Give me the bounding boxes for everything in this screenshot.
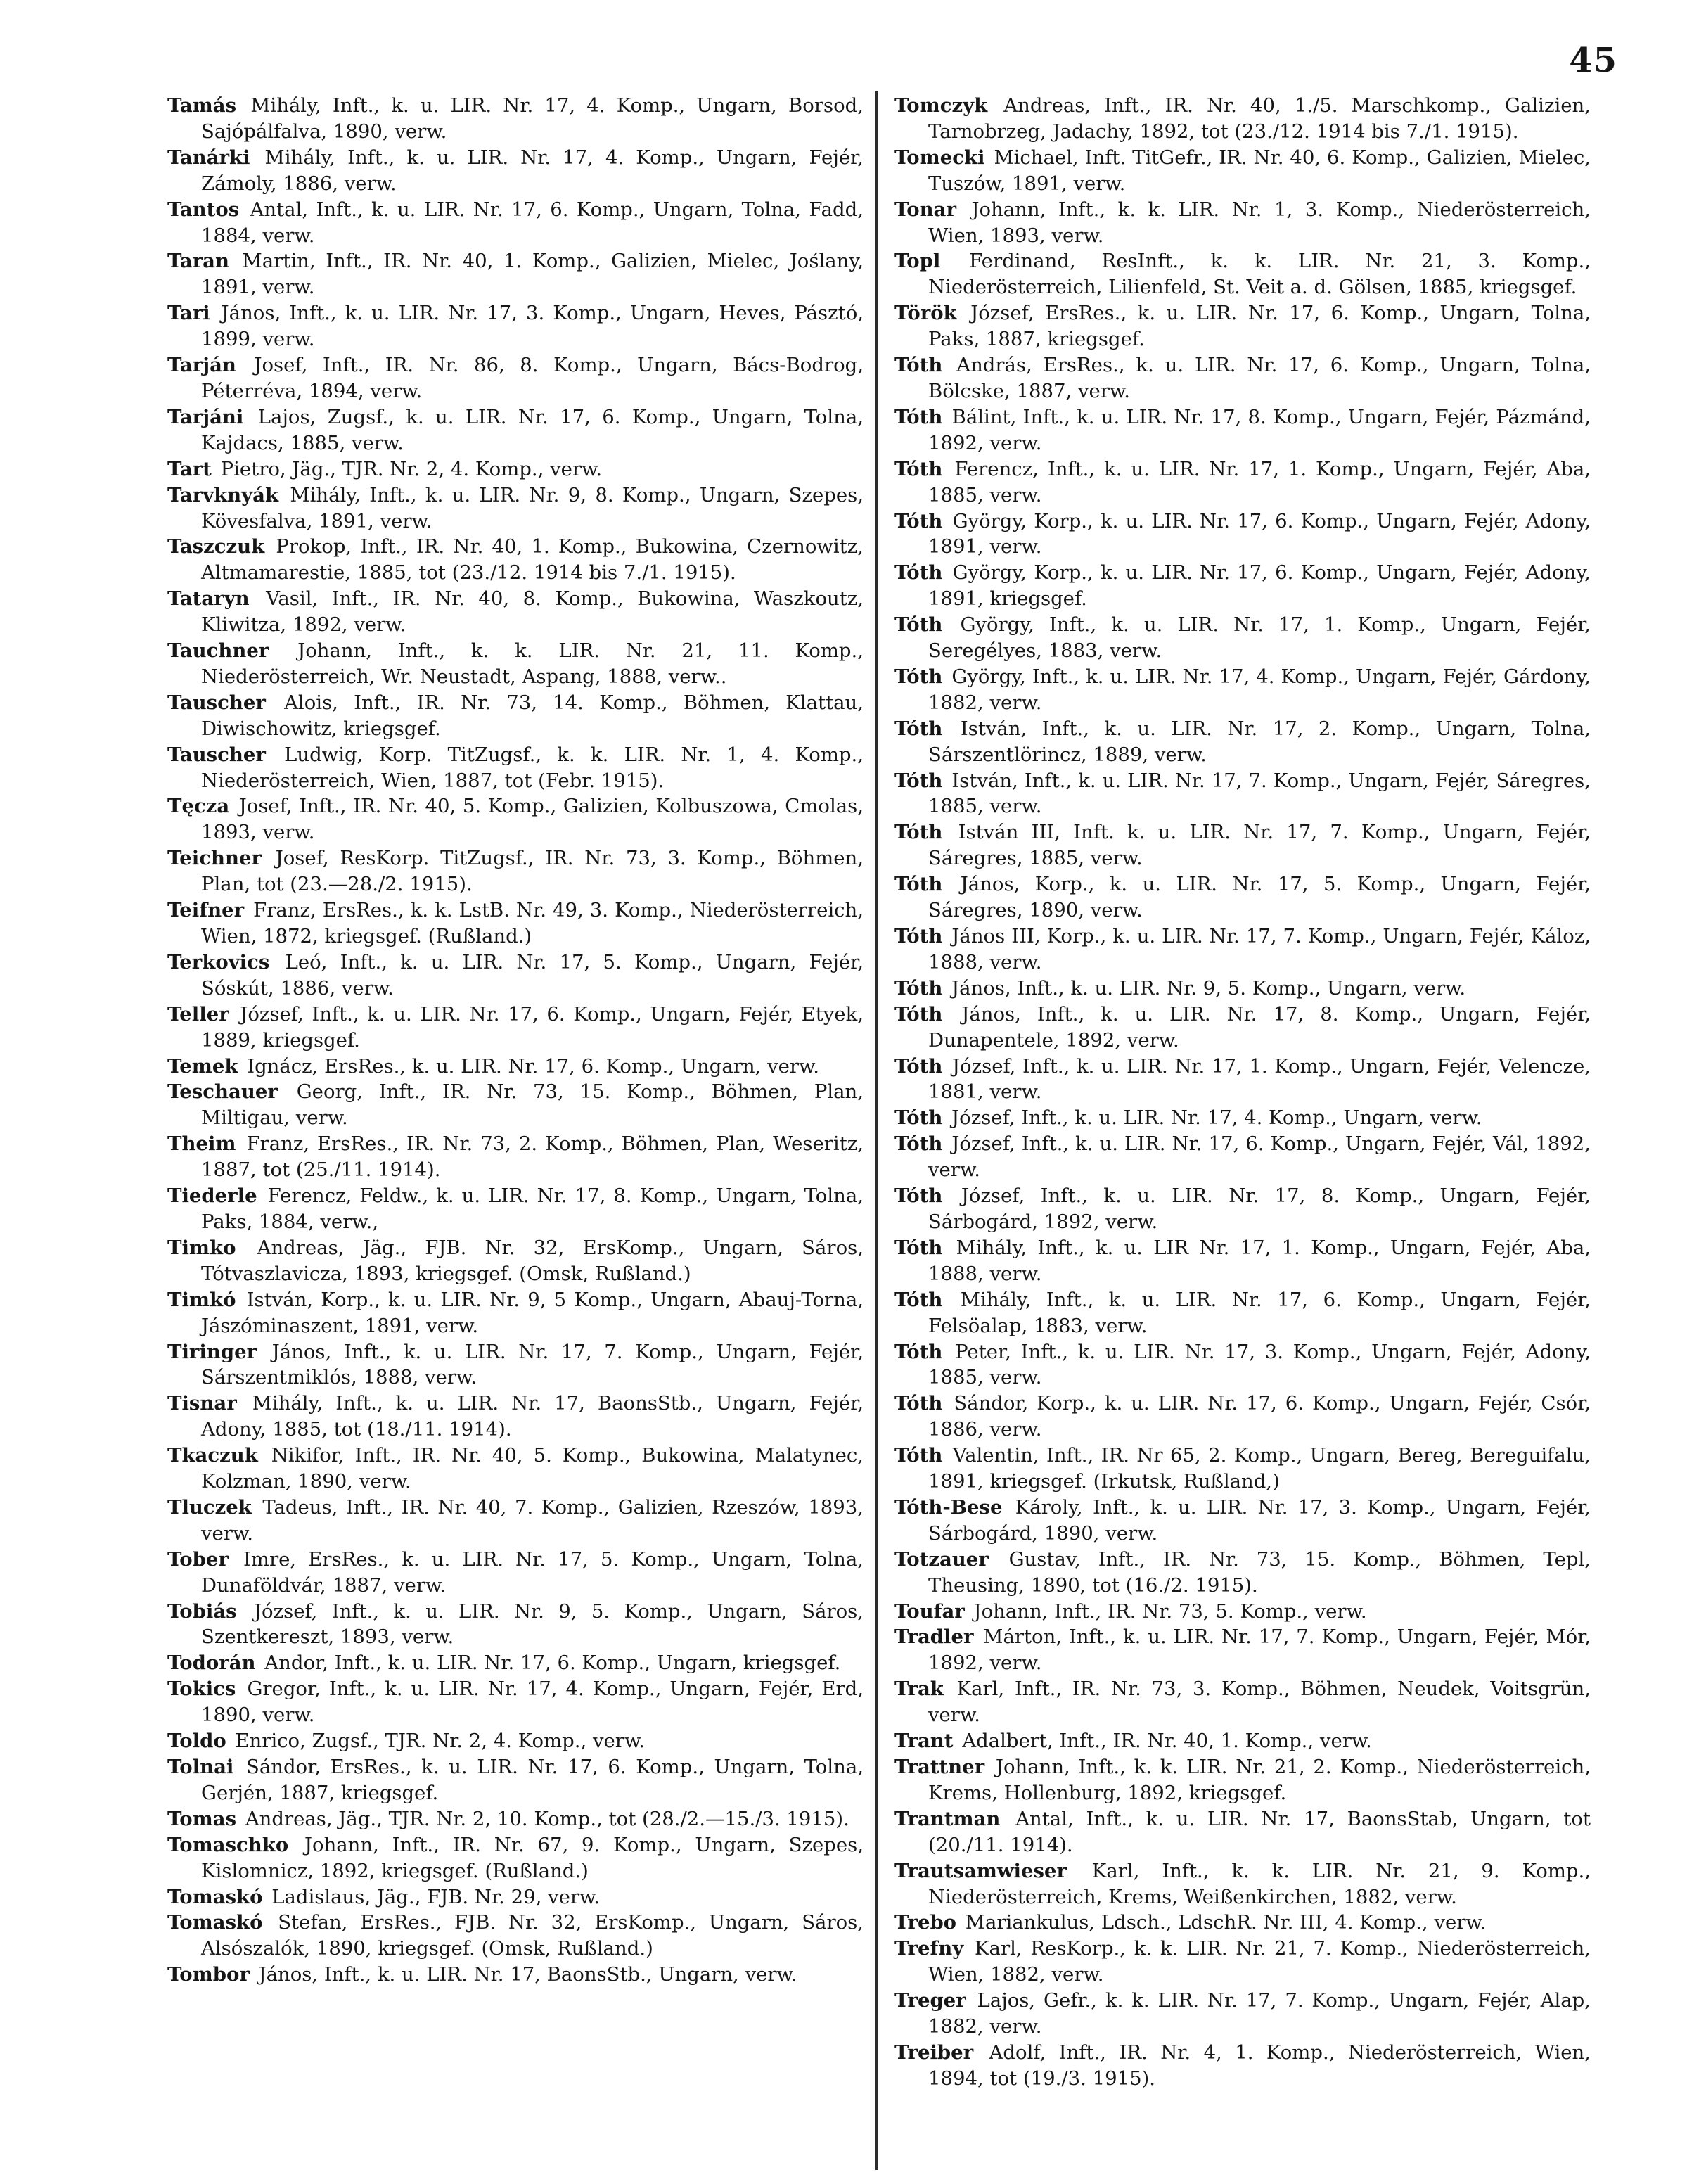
entry-surname: Tóth <box>894 1106 943 1130</box>
register-entry <box>167 145 864 197</box>
register-entry <box>167 1754 864 1806</box>
entry-surname: Teifner <box>167 899 245 922</box>
entry-details: Johann, Inft., IR. Nr. 67, 9. Komp., Ungarn, Szepes, Kislomnicz, 1892, kriegsgef. (Rußland.) <box>201 1833 864 1882</box>
entry-surname: Tóth <box>894 873 943 896</box>
entry-surname: Tóth <box>894 1002 943 1026</box>
entry-details: András, ErsRes., k. u. LIR. Nr. 17, 6. Komp., Ungarn, Tolna, Bölcske, 1887, verw. <box>928 354 1591 402</box>
entry-details: Josef, Inft., IR. Nr. 40, 5. Komp., Galizien, Kolbuszowa, Cmolas, 1893, verw. <box>201 795 864 844</box>
register-entry <box>894 1131 1591 1183</box>
entry-surname: Taran <box>167 250 229 273</box>
register-entry <box>167 197 864 249</box>
entry-details: Mihály, Inft., k. u. LIR Nr. 17, 1. Komp., Ungarn, Fejér, Aba, 1888, verw. <box>928 1236 1591 1285</box>
entry-details: Gustav, Inft., IR. Nr. 73, 15. Komp., Böhmen, Tepl, Theusing, 1890, tot (16./2. 1915). <box>928 1547 1591 1597</box>
entry-details: Josef, ResKorp. TitZugsf., IR. Nr. 73, 3. Komp., Böhmen, Plan, tot (23.—28./2. 1915). <box>201 847 864 896</box>
register-entry <box>167 1054 864 1080</box>
entry-details: Ferencz, Feldw., k. u. LIR. Nr. 17, 8. Komp., Ungarn, Tolna, Paks, 1884, verw., <box>201 1184 864 1233</box>
register-entry <box>167 1676 864 1728</box>
entry-surname: Taszczuk <box>167 535 265 558</box>
entry-surname: Totzauer <box>894 1547 989 1571</box>
entry-details: Johann, Inft., k. k. LIR. Nr. 21, 2. Komp., Niederösterreich, Krems, Hollenburg, 1892, kriegsgef. <box>928 1756 1591 1804</box>
entry-details: József, Inft., k. u. LIR. Nr. 17, 1. Komp., Ungarn, Fejér, Velencze, 1881, verw. <box>928 1054 1591 1104</box>
entry-surname: Todorán <box>167 1652 256 1675</box>
entry-surname: Tisnar <box>167 1392 237 1415</box>
entry-surname: Toufar <box>894 1599 965 1623</box>
entry-details: Károly, Inft., k. u. LIR. Nr. 17, 3. Komp., Ungarn, Fejér, Sárbogárd, 1890, verw. <box>928 1495 1591 1545</box>
entry-surname: Topl <box>894 250 941 273</box>
register-entry <box>894 93 1591 145</box>
entry-details: Sándor, Korp., k. u. LIR. Nr. 17, 6. Komp., Ungarn, Fejér, Csór, 1886, verw. <box>928 1392 1591 1441</box>
register-entry <box>894 2040 1591 2092</box>
entry-surname: Tóth <box>894 925 943 947</box>
register-entry <box>167 638 864 690</box>
entry-surname: Treger <box>894 1989 966 2012</box>
entry-details: Antal, Inft., k. u. LIR. Nr. 17, 6. Komp., Ungarn, Tolna, Fadd, 1884, verw. <box>201 198 864 247</box>
entry-details: István, Inft., k. u. LIR. Nr. 17, 7. Komp., Ungarn, Fejér, Sáregres, 1885, verw. <box>928 769 1591 818</box>
register-entry <box>167 793 864 845</box>
entry-details: Johann, Inft., k. k. LIR. Nr. 21, 11. Komp., Niederösterreich, Wr. Neustadt, Aspang, 1888, verw.. <box>201 639 864 688</box>
register-entry <box>167 93 864 145</box>
entry-surname: Tombor <box>167 1963 250 1986</box>
register-entry <box>167 1599 864 1651</box>
entry-details: Peter, Inft., k. u. LIR. Nr. 17, 3. Komp., Ungarn, Fejér, Adony, 1885, verw. <box>928 1340 1591 1389</box>
register-entry <box>167 898 864 950</box>
entry-details: Stefan, ErsRes., FJB. Nr. 32, ErsKomp., Ungarn, Sáros, Alsószalók, 1890, kriegsgef. (Omsk, Rußland.) <box>201 1911 864 1960</box>
register-entry <box>894 716 1591 768</box>
register-entry <box>894 145 1591 197</box>
entry-surname: Tauscher <box>167 691 266 714</box>
entry-surname: Tanárki <box>167 146 250 169</box>
register-entry <box>167 950 864 1002</box>
entry-details: Vasil, Inft., IR. Nr. 40, 8. Komp., Bukowina, Waszkoutz, Kliwitza, 1892, verw. <box>201 587 864 637</box>
register-entry <box>894 1287 1591 1339</box>
register-entry <box>167 404 864 456</box>
entry-surname: Timko <box>167 1236 236 1259</box>
entry-details: József, ErsRes., k. u. LIR. Nr. 17, 6. Komp., Ungarn, Tolna, Paks, 1887, kriegsgef. <box>928 302 1591 351</box>
entry-details: Franz, ErsRes., k. k. LstB. Nr. 49, 3. Komp., Niederösterreich, Wien, 1872, kriegsgef. (Rußland.) <box>201 899 864 947</box>
entry-details: Ferdinand, ResInft., k. k. LIR. Nr. 21, 3. Komp., Niederösterreich, Lilienfeld, St. Veit a. d. Gölsen, 1885, kriegsgef. <box>928 250 1591 299</box>
entry-surname: Treiber <box>894 2041 974 2064</box>
register-entry <box>894 1443 1591 1495</box>
register-entry <box>894 1754 1591 1806</box>
entry-details: István, Korp., k. u. LIR. Nr. 9, 5 Komp., Ungarn, Abauj-Torna, Jászóminaszent, 1891, verw. <box>201 1288 864 1337</box>
register-entry <box>167 1495 864 1547</box>
entry-details: Nikifor, Inft., IR. Nr. 40, 5. Komp., Bukowina, Malatynec, Kolzman, 1890, verw. <box>201 1444 864 1493</box>
entry-surname: Tóth <box>894 976 943 1000</box>
entry-surname: Tomaskó <box>167 1885 263 1908</box>
register-entry <box>894 924 1591 976</box>
entry-details: Adalbert, Inft., IR. Nr. 40, 1. Komp., verw. <box>962 1730 1372 1753</box>
column-divider <box>875 91 878 2170</box>
page-number: 45 <box>1569 41 1617 80</box>
entry-surname: Toldo <box>167 1730 226 1753</box>
entry-surname: Trak <box>894 1678 944 1701</box>
entry-surname: Tarjáni <box>167 405 244 428</box>
register-entry <box>894 1183 1591 1235</box>
register-entry <box>167 483 864 535</box>
entry-details: Ladislaus, Jäg., FJB. Nr. 29, verw. <box>271 1885 601 1908</box>
entry-details: György, Inft., k. u. LIR. Nr. 17, 4. Komp., Ungarn, Fejér, Gárdony, 1882, verw. <box>928 665 1591 714</box>
register-entry <box>167 1806 864 1832</box>
entry-details: Sándor, ErsRes., k. u. LIR. Nr. 17, 6. Komp., Ungarn, Tolna, Gerjén, 1887, kriegsgef. <box>201 1756 864 1804</box>
entry-details: Ludwig, Korp. TitZugsf., k. k. LIR. Nr. 1, 4. Komp., Niederösterreich, Wien, 1887, tot (Febr. 1915). <box>201 743 864 792</box>
entry-surname: Tóth <box>894 509 943 532</box>
register-entry <box>894 248 1591 300</box>
register-entry <box>167 248 864 300</box>
left-column <box>167 93 864 1988</box>
register-entry <box>894 1339 1591 1391</box>
entry-surname: Tonar <box>894 198 956 221</box>
register-entry <box>894 1624 1591 1676</box>
register-entry <box>894 871 1591 924</box>
entry-details: Márton, Inft., k. u. LIR. Nr. 17, 7. Komp., Ungarn, Fejér, Mór, 1892, verw. <box>928 1626 1591 1675</box>
entry-surname: Teichner <box>167 847 262 870</box>
register-entry <box>894 404 1591 456</box>
entry-surname: Temek <box>167 1054 238 1078</box>
register-entry <box>167 534 864 586</box>
register-entry <box>167 1650 864 1676</box>
register-entry <box>894 1105 1591 1131</box>
entry-surname: Tomczyk <box>894 94 988 117</box>
entry-surname: Tobiás <box>167 1599 237 1623</box>
entry-details: Prokop, Inft., IR. Nr. 40, 1. Komp., Bukowina, Czernowitz, Altmamarestie, 1885, tot (23./12. 1914 bis 7./1. 1915). <box>201 535 864 585</box>
entry-surname: Trant <box>894 1730 954 1753</box>
entry-details: József, Inft., k. u. LIR. Nr. 17, 6. Komp., Ungarn, Fejér, Vál, 1892, verw. <box>928 1132 1591 1182</box>
entry-details: György, Inft., k. u. LIR. Nr. 17, 1. Komp., Ungarn, Fejér, Seregélyes, 1883, verw. <box>928 613 1591 663</box>
entry-details: Josef, Inft., IR. Nr. 86, 8. Komp., Ungarn, Bács-Bodrog, Péterréva, 1894, verw. <box>201 354 864 402</box>
entry-surname: Tęcza <box>167 795 230 818</box>
register-entry <box>167 1910 864 1962</box>
register-entry <box>167 1884 864 1910</box>
register-entry <box>167 1131 864 1183</box>
entry-surname: Tarvknyák <box>167 483 279 506</box>
entry-details: Martin, Inft., IR. Nr. 40, 1. Komp., Galizien, Mielec, Joślany, 1891, verw. <box>201 250 864 299</box>
entry-surname: Tóth <box>894 769 943 792</box>
register-entry <box>894 456 1591 509</box>
entry-details: Karl, Inft., k. k. LIR. Nr. 21, 9. Komp., Niederösterreich, Krems, Weißenkirchen, 1882, verw. <box>928 1859 1591 1908</box>
entry-details: Leó, Inft., k. u. LIR. Nr. 17, 5. Komp., Ungarn, Fejér, Sóskút, 1886, verw. <box>201 950 864 1000</box>
entry-surname: Tluczek <box>167 1495 252 1519</box>
register-entry <box>167 1728 864 1754</box>
entry-details: Enrico, Zugsf., TJR. Nr. 2, 4. Komp., verw. <box>235 1730 645 1753</box>
register-entry <box>894 1936 1591 1988</box>
entry-details: János, Inft., k. u. LIR. Nr. 17, 7. Komp., Ungarn, Fejér, Sárszentmiklós, 1888, verw. <box>201 1340 864 1389</box>
entry-surname: Tóth <box>894 561 943 585</box>
entry-surname: Tiringer <box>167 1340 257 1363</box>
entry-details: János, Inft., k. u. LIR. Nr. 9, 5. Komp., Ungarn, verw. <box>951 976 1466 1000</box>
entry-surname: Teller <box>167 1002 229 1026</box>
entry-surname: Tóth <box>894 665 943 688</box>
entry-surname: Timkó <box>167 1288 236 1311</box>
register-entry <box>167 1443 864 1495</box>
entry-details: István III, Inft. k. u. LIR. Nr. 17, 7. Komp., Ungarn, Fejér, Sáregres, 1885, verw. <box>928 821 1591 870</box>
entry-surname: Tóth <box>894 1236 943 1259</box>
register-entry <box>167 1962 864 1988</box>
entry-details: József, Inft., k. u. LIR. Nr. 17, 8. Komp., Ungarn, Fejér, Sárbogárd, 1892, verw. <box>928 1184 1591 1233</box>
entry-details: György, Korp., k. u. LIR. Nr. 17, 6. Komp., Ungarn, Fejér, Adony, 1891, kriegsgef. <box>928 561 1591 611</box>
entry-surname: Tauchner <box>167 639 269 663</box>
register-entry <box>167 1079 864 1131</box>
entry-surname: Tradler <box>894 1626 974 1649</box>
entry-surname: Tiederle <box>167 1184 257 1208</box>
register-entry <box>894 300 1591 352</box>
entry-details: Bálint, Inft., k. u. LIR. Nr. 17, 8. Komp., Ungarn, Fejér, Pázmánd, 1892, verw. <box>928 405 1591 454</box>
entry-details: Adolf, Inft., IR. Nr. 4, 1. Komp., Niederösterreich, Wien, 1894, tot (19./3. 1915). <box>928 2041 1591 2090</box>
entry-surname: Teschauer <box>167 1080 278 1104</box>
entry-details: Alois, Inft., IR. Nr. 73, 14. Komp., Böhmen, Klattau, Diwischowitz, kriegsgef. <box>201 691 864 740</box>
register-entry <box>894 1910 1591 1936</box>
entry-details: József, Inft., k. u. LIR. Nr. 17, 4. Komp., Ungarn, verw. <box>951 1106 1482 1130</box>
entry-surname: Tauscher <box>167 743 266 766</box>
register-entry <box>167 1391 864 1443</box>
entry-details: Valentin, Inft., IR. Nr 65, 2. Komp., Ungarn, Bereg, Bereguifalu, 1891, kriegsgef. (Irkutsk, Rußland,) <box>928 1444 1591 1493</box>
entry-surname: Tomaskó <box>167 1911 263 1934</box>
entry-surname: Terkovics <box>167 950 270 973</box>
register-entry <box>894 1547 1591 1599</box>
entry-surname: Tober <box>167 1547 229 1571</box>
entry-surname: Török <box>894 302 957 325</box>
entry-surname: Tóth-Bese <box>894 1495 1003 1519</box>
entry-details: István, Inft., k. u. LIR. Nr. 17, 2. Komp., Ungarn, Tolna, Sárszentlörincz, 1889, verw. <box>928 717 1591 766</box>
entry-details: Tadeus, Inft., IR. Nr. 40, 7. Komp., Galizien, Rzeszów, 1893, verw. <box>201 1495 864 1545</box>
entry-surname: Tóth <box>894 717 943 740</box>
right-column <box>894 93 1591 2092</box>
entry-details: Johann, Inft., IR. Nr. 73, 5. Komp., verw. <box>973 1599 1367 1623</box>
register-entry <box>167 1339 864 1391</box>
register-entry <box>894 352 1591 404</box>
entry-details: György, Korp., k. u. LIR. Nr. 17, 6. Komp., Ungarn, Fejér, Adony, 1891, verw. <box>928 509 1591 558</box>
register-entry <box>167 1235 864 1287</box>
register-entry <box>894 1002 1591 1054</box>
entry-surname: Tataryn <box>167 587 250 611</box>
entry-details: Mihály, Inft., k. u. LIR. Nr. 17, 6. Komp., Ungarn, Fejér, Felsöalap, 1883, verw. <box>928 1288 1591 1337</box>
register-entry <box>167 845 864 898</box>
entry-surname: Tóth <box>894 1444 943 1467</box>
entry-details: Andreas, Jäg., FJB. Nr. 32, ErsKomp., Ungarn, Sáros, Tótvaszlavicza, 1893, kriegsgef. (Omsk, Rußland.) <box>201 1236 864 1285</box>
entry-details: Georg, Inft., IR. Nr. 73, 15. Komp., Böhmen, Plan, Miltigau, verw. <box>201 1080 864 1130</box>
entry-details: Ignácz, ErsRes., k. u. LIR. Nr. 17, 6. Komp., Ungarn, verw. <box>247 1054 820 1078</box>
entry-details: Mariankulus, Ldsch., LdschR. Nr. III, 4. Komp., verw. <box>965 1911 1487 1934</box>
register-entry <box>894 1599 1591 1625</box>
register-entry <box>894 1235 1591 1287</box>
entry-surname: Tantos <box>167 198 240 221</box>
entry-details: Antal, Inft., k. u. LIR. Nr. 17, BaonsStab, Ungarn, tot (20./11. 1914). <box>928 1807 1591 1856</box>
register-entry <box>894 1676 1591 1728</box>
entry-details: János, Inft., k. u. LIR. Nr. 17, 8. Komp., Ungarn, Fejér, Dunapentele, 1892, verw. <box>928 1002 1591 1052</box>
register-entry <box>167 456 864 483</box>
entry-surname: Tokics <box>167 1678 236 1701</box>
entry-surname: Trautsamwieser <box>894 1859 1067 1882</box>
entry-details: János, Inft., k. u. LIR. Nr. 17, 3. Komp., Ungarn, Heves, Pásztó, 1899, verw. <box>201 302 864 351</box>
register-entry <box>894 1391 1591 1443</box>
entry-surname: Tóth <box>894 1288 943 1311</box>
entry-details: Johann, Inft., k. k. LIR. Nr. 1, 3. Komp., Niederösterreich, Wien, 1893, verw. <box>928 198 1591 247</box>
entry-details: Michael, Inft. TitGefr., IR. Nr. 40, 6. Komp., Galizien, Mielec, Tuszów, 1891, verw. <box>928 146 1591 195</box>
entry-details: Karl, ResKorp., k. k. LIR. Nr. 21, 7. Komp., Niederösterreich, Wien, 1882, verw. <box>928 1937 1591 1986</box>
entry-surname: Tóth <box>894 405 943 428</box>
entry-surname: Tamás <box>167 94 237 117</box>
entry-surname: Tomaschko <box>167 1833 289 1856</box>
register-entry <box>894 819 1591 871</box>
entry-details: Mihály, Inft., k. u. LIR. Nr. 17, BaonsStb., Ungarn, Fejér, Adony, 1885, tot (18./11. 1914). <box>201 1392 864 1441</box>
entry-details: Mihály, Inft., k. u. LIR. Nr. 17, 4. Komp., Ungarn, Borsod, Sajópálfalva, 1890, verw. <box>201 94 864 143</box>
register-entry <box>894 976 1591 1002</box>
entry-details: Imre, ErsRes., k. u. LIR. Nr. 17, 5. Komp., Ungarn, Tolna, Dunaföldvár, 1887, verw. <box>201 1547 864 1597</box>
register-entry <box>167 1183 864 1235</box>
register-entry <box>167 1002 864 1054</box>
entry-details: Lajos, Gefr., k. k. LIR. Nr. 17, 7. Komp., Ungarn, Fejér, Alap, 1882, verw. <box>928 1989 1591 2038</box>
register-entry <box>894 1728 1591 1754</box>
entry-surname: Tóth <box>894 457 943 480</box>
register-entry <box>167 742 864 794</box>
entry-details: Andor, Inft., k. u. LIR. Nr. 17, 6. Komp., Ungarn, kriegsgef. <box>264 1652 841 1675</box>
register-entry <box>894 664 1591 716</box>
entry-details: Pietro, Jäg., TJR. Nr. 2, 4. Komp., verw. <box>220 457 603 480</box>
entry-surname: Tóth <box>894 1184 943 1208</box>
entry-details: Mihály, Inft., k. u. LIR. Nr. 17, 4. Komp., Ungarn, Fejér, Zámoly, 1886, verw. <box>201 146 864 195</box>
register-entry <box>894 768 1591 820</box>
entry-details: Franz, ErsRes., IR. Nr. 73, 2. Komp., Böhmen, Plan, Weseritz, 1887, tot (25./11. 1914). <box>201 1132 864 1182</box>
register-entry <box>167 586 864 638</box>
entry-surname: Tóth <box>894 821 943 844</box>
entry-surname: Trattner <box>894 1756 985 1778</box>
entry-details: János, Korp., k. u. LIR. Nr. 17, 5. Komp., Ungarn, Fejér, Sáregres, 1890, verw. <box>928 873 1591 922</box>
entry-surname: Tolnai <box>167 1756 234 1778</box>
register-entry <box>167 352 864 404</box>
entry-surname: Tari <box>167 302 210 325</box>
register-entry <box>167 1832 864 1884</box>
entry-surname: Tóth <box>894 1132 943 1156</box>
register-entry <box>894 1988 1591 2040</box>
entry-surname: Tóth <box>894 1340 943 1363</box>
entry-details: János, Inft., k. u. LIR. Nr. 17, BaonsStb., Ungarn, verw. <box>258 1963 797 1986</box>
entry-surname: Tomas <box>167 1807 237 1830</box>
register-entry <box>894 1858 1591 1910</box>
register-entry <box>894 1495 1591 1547</box>
entry-surname: Tomecki <box>894 146 985 169</box>
entry-surname: Tkaczuk <box>167 1444 258 1467</box>
entry-surname: Tóth <box>894 613 943 637</box>
register-entry <box>894 509 1591 561</box>
entry-surname: Trefny <box>894 1937 964 1960</box>
entry-details: János III, Korp., k. u. LIR. Nr. 17, 7. Komp., Ungarn, Fejér, Káloz, 1888, verw. <box>928 925 1591 973</box>
entry-surname: Theim <box>167 1132 236 1156</box>
register-entry <box>894 1054 1591 1106</box>
entry-surname: Trantman <box>894 1807 1001 1830</box>
entry-details: József, Inft., k. u. LIR. Nr. 9, 5. Komp., Ungarn, Sáros, Szentkereszt, 1893, verw. <box>201 1599 864 1649</box>
entry-surname: Tóth <box>894 354 943 377</box>
entry-details: Mihály, Inft., k. u. LIR. Nr. 9, 8. Komp., Ungarn, Szepes, Kövesfalva, 1891, verw. <box>201 483 864 532</box>
entry-details: Lajos, Zugsf., k. u. LIR. Nr. 17, 6. Komp., Ungarn, Tolna, Kajdacs, 1885, verw. <box>201 405 864 454</box>
entry-surname: Trebo <box>894 1911 957 1934</box>
entry-details: Ferencz, Inft., k. u. LIR. Nr. 17, 1. Komp., Ungarn, Fejér, Aba, 1885, verw. <box>928 457 1591 506</box>
register-entry <box>894 612 1591 664</box>
entry-surname: Tóth <box>894 1392 943 1415</box>
entry-details: Gregor, Inft., k. u. LIR. Nr. 17, 4. Komp., Ungarn, Fejér, Erd, 1890, verw. <box>201 1678 864 1727</box>
entry-surname: Tart <box>167 457 212 480</box>
register-entry <box>167 1287 864 1339</box>
register-entry <box>167 300 864 352</box>
entry-details: Karl, Inft., IR. Nr. 73, 3. Komp., Böhmen, Neudek, Voitsgrün, verw. <box>928 1678 1591 1727</box>
entry-surname: Tóth <box>894 1054 943 1078</box>
entry-surname: Tarján <box>167 354 236 377</box>
register-entry <box>167 690 864 742</box>
entry-details: Andreas, Inft., IR. Nr. 40, 1./5. Marschkomp., Galizien, Tarnobrzeg, Jadachy, 1892, tot (23./12. 1914 bis 7./1. 1915). <box>928 94 1591 143</box>
entry-details: Andreas, Jäg., TJR. Nr. 2, 10. Komp., tot (28./2.—15./3. 1915). <box>245 1807 849 1830</box>
register-entry <box>894 1806 1591 1858</box>
register-entry <box>894 197 1591 249</box>
entry-details: József, Inft., k. u. LIR. Nr. 17, 6. Komp., Ungarn, Fejér, Etyek, 1889, kriegsgef. <box>201 1002 864 1052</box>
register-entry <box>167 1547 864 1599</box>
register-entry <box>894 560 1591 612</box>
